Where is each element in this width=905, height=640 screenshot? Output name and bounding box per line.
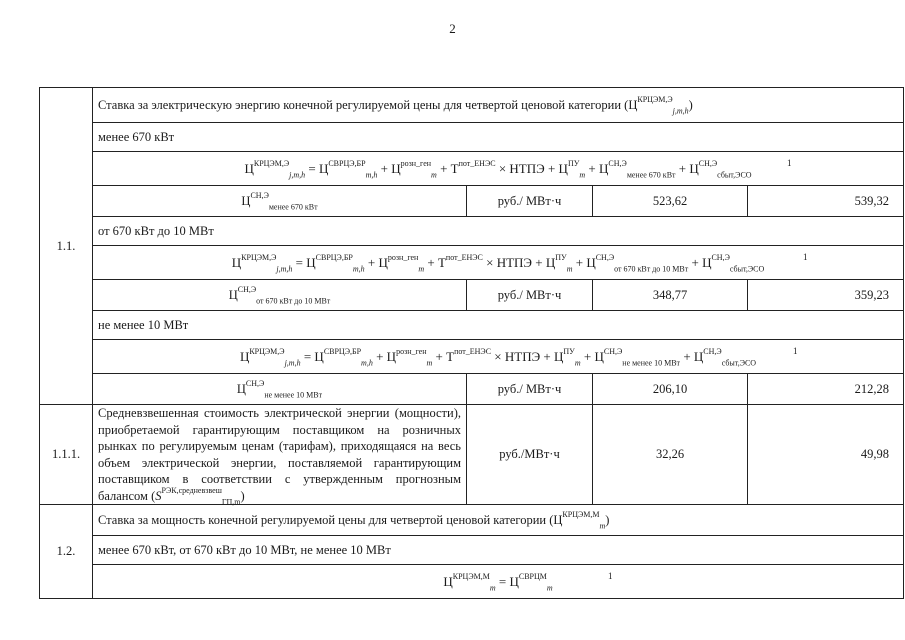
formula: $Ц^{КРЦЭМ,Э}_{j,m,h} = Ц^{СВРЦЭ,БР}_{m,h} + Ц^{розн\_ген}_m + Т^{пот\_ЕНЭС}$ × НТПЭ + $Ц^{ПУ}_m + Ц^{СН,Э}_{менее 670 кВт} + Ц^{СН,Э}_{сбыт,ЭСО}$ 1 <box>93 152 904 186</box>
tariff-table <box>39 87 904 599</box>
table-row <box>40 246 904 280</box>
footnote-mark: 1 <box>793 346 798 356</box>
table-row <box>40 536 904 565</box>
table-row <box>40 340 904 374</box>
footnote-mark: 1 <box>803 252 808 262</box>
unit-cell: руб./ МВт·ч <box>467 374 593 405</box>
table-row <box>40 280 904 311</box>
component-label: $Ц^{СН,Э}_{не менее 10 МВт}$ <box>93 374 467 405</box>
unit-cell: руб./МВт·ч <box>467 405 593 505</box>
value-cell: 523,62 <box>593 186 748 217</box>
formula: $Ц^{КРЦЭМ,М}_m = Ц^{СВРЦМ}_m$ 1 <box>93 565 904 599</box>
row-number: 1.1.1. <box>40 405 93 505</box>
table-row <box>40 311 904 340</box>
subsection-label: менее 670 кВт, от 670 кВт до 10 МВт, не менее 10 МВт <box>93 536 904 565</box>
value-cell: 206,10 <box>593 374 748 405</box>
subsection-label: менее 670 кВт <box>93 123 904 152</box>
footnote-mark: 1 <box>608 571 613 581</box>
footnote-mark: 1 <box>787 158 792 168</box>
component-label: $Ц^{СН,Э}_{от 670 кВт до 10 МВт}$ <box>93 280 467 311</box>
unit-cell: руб./ МВт·ч <box>467 186 593 217</box>
table-row <box>40 152 904 186</box>
unit-cell: руб./ МВт·ч <box>467 280 593 311</box>
row-number: 1.2. <box>40 505 93 599</box>
section-title: Ставка за мощность конечной регулируемой цены для четвертой ценовой категории $(Ц^{КРЦЭМ,М}_m)$ <box>93 505 904 536</box>
value-cell: 348,77 <box>593 280 748 311</box>
formula: $Ц^{КРЦЭМ,Э}_{j,m,h} = Ц^{СВРЦЭ,БР}_{m,h} + Ц^{розн\_ген}_m + Т^{пот\_ЕНЭС}$ × НТПЭ + $Ц^{ПУ}_m + Ц^{СН,Э}_{от 670 кВт до 10 МВт} + Ц^{СН,Э}_{сбыт,ЭСО}$ 1 <box>93 246 904 280</box>
value-cell: 539,32 <box>748 186 904 217</box>
table-row <box>40 186 904 217</box>
table-row <box>40 374 904 405</box>
table-row <box>40 88 904 123</box>
subsection-label: не менее 10 МВт <box>93 311 904 340</box>
subsection-label: от 670 кВт до 10 МВт <box>93 217 904 246</box>
value-cell: 212,28 <box>748 374 904 405</box>
section-title: Ставка за электрическую энергию конечной регулируемой цены для четвертой ценовой категории $(Ц^{КРЦЭМ,Э}_{j,m,h})$ <box>93 88 904 123</box>
value-cell: 359,23 <box>748 280 904 311</box>
value-cell: 32,26 <box>593 405 748 505</box>
table-row <box>40 505 904 536</box>
page-number: 2 <box>449 21 456 36</box>
description-cell: Средневзвешенная стоимость электрической энергии (мощности), приобретаемой гарантирующим поставщиком на розничных рынках по регулируемым ценам (тарифам), приходящаяся на весь объем электрической энергии, поставляемой гарантирующим поставщиком в соответствии с утвержденным прогнозным балансом $(S^{РЭК,средневзвеш}_{ГП,m})$ <box>93 405 467 505</box>
formula: $Ц^{КРЦЭМ,Э}_{j,m,h} = Ц^{СВРЦЭ,БР}_{m,h} + Ц^{розн\_ген}_m + Т^{пот\_ЕНЭС}$ × НТПЭ + $Ц^{ПУ}_m + Ц^{СН,Э}_{не менее 10 МВт} + Ц^{СН,Э}_{сбыт,ЭСО}$ 1 <box>93 340 904 374</box>
row-number: 1.1. <box>40 88 93 405</box>
table-row <box>40 217 904 246</box>
table-row <box>40 565 904 599</box>
component-label: $Ц^{СН,Э}_{менее 670 кВт}$ <box>93 186 467 217</box>
table-row <box>40 405 904 505</box>
table-row <box>40 123 904 152</box>
value-cell: 49,98 <box>748 405 904 505</box>
